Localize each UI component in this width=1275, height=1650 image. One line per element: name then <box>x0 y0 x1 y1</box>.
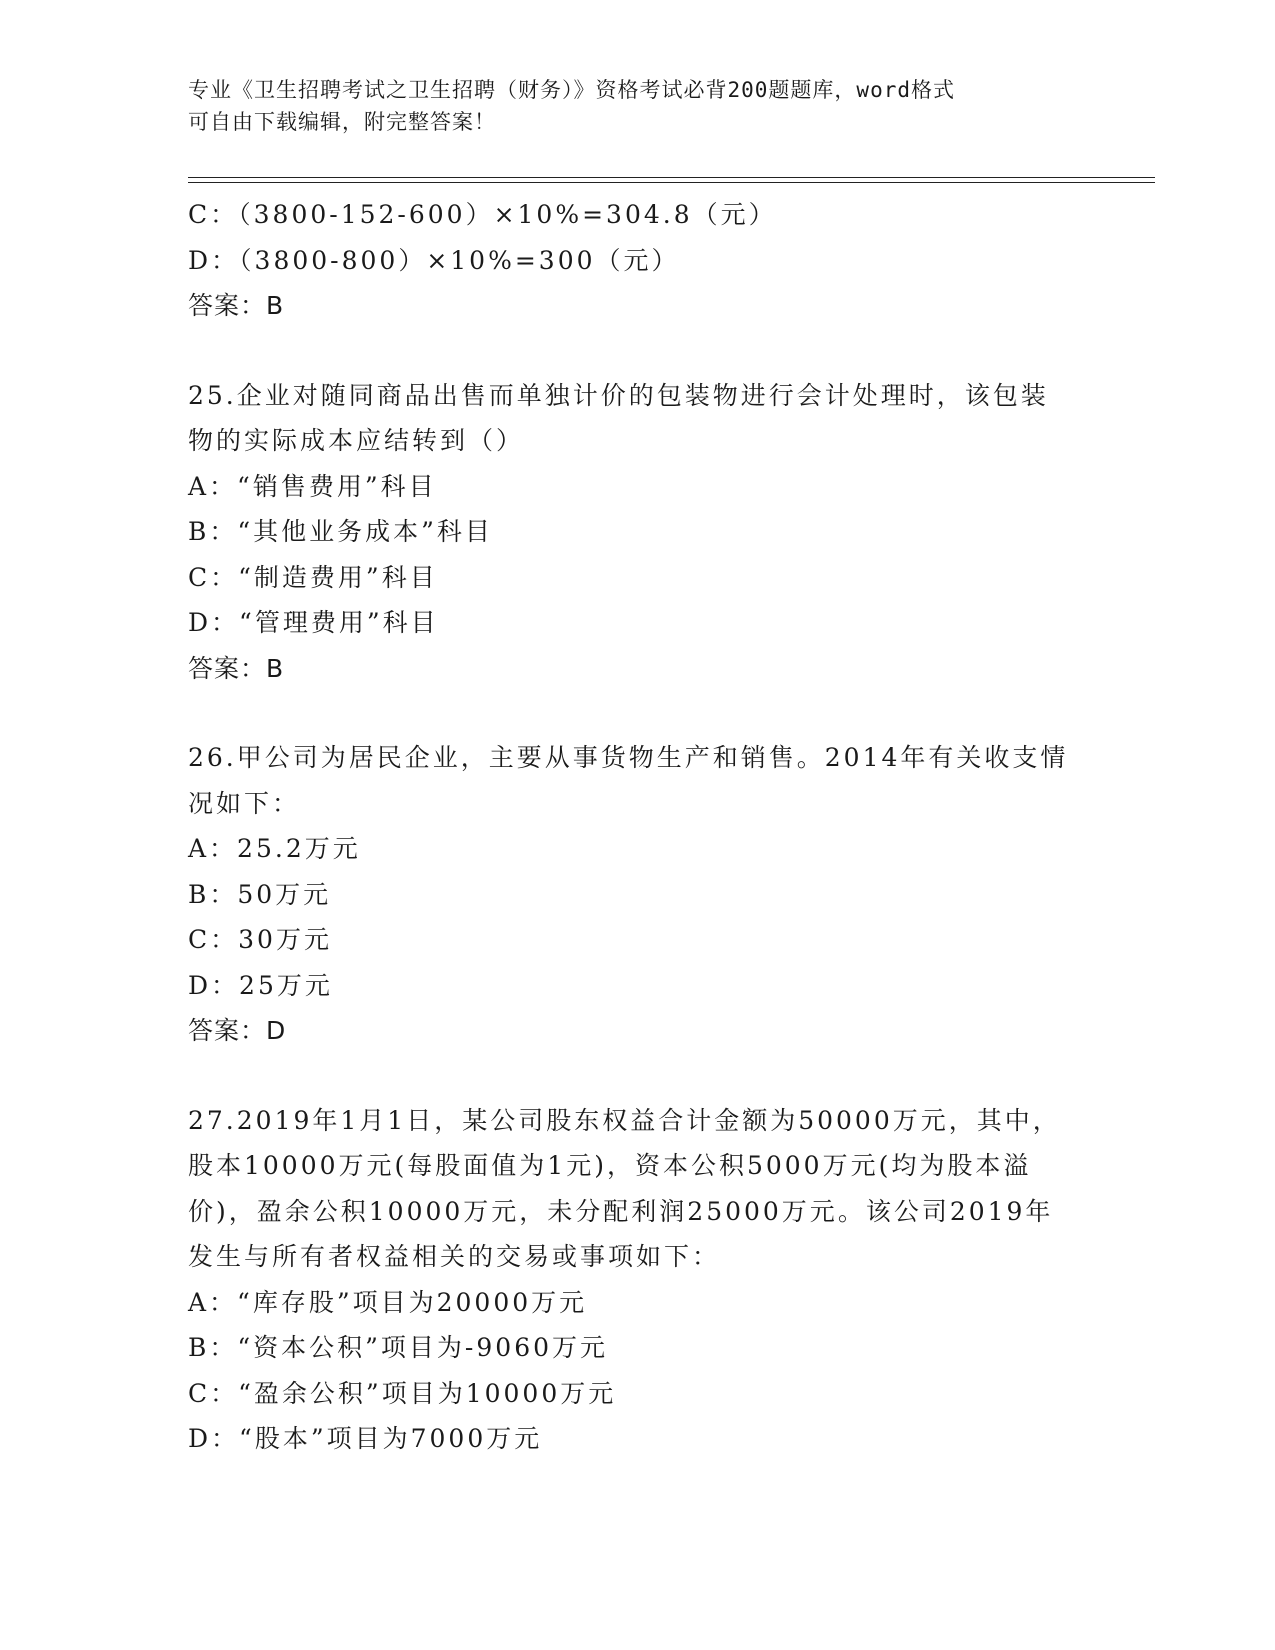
question-text-line: 股本10000万元(每股面值为1元)，资本公积5000万元(均为股本溢 <box>188 1151 1032 1180</box>
answer-line: 答案：D <box>188 1016 287 1045</box>
option-c: C：30万元 <box>188 925 332 954</box>
document-header <box>188 74 1088 138</box>
option-d: D：“管理费用”科目 <box>188 608 439 637</box>
option-c: C：“盈余公积”项目为10000万元 <box>188 1378 617 1408</box>
question-text-line: 27.2019年1月1日，某公司股东权益合计金额为50000万元，其中， <box>188 1105 1061 1135</box>
question-25 <box>188 373 1088 692</box>
header-divider-bottom <box>188 182 1155 183</box>
option-c: C：（3800-152-600）×10%=304.8（元） <box>188 200 777 229</box>
question-text-line: 25.企业对随同商品出售而单独计价的包装物进行会计处理时，该包装 <box>188 380 1049 410</box>
question-26 <box>188 735 1088 1054</box>
option-c: C：“制造费用”科目 <box>188 562 438 592</box>
option-b: B：“其他业务成本”科目 <box>188 517 493 546</box>
answer-line: 答案：B <box>188 291 285 320</box>
option-d: D：25万元 <box>188 970 333 1000</box>
question-27 <box>188 1098 1088 1462</box>
option-a: A：25.2万元 <box>188 834 361 863</box>
option-b: B：“资本公积”项目为-9060万元 <box>188 1333 609 1362</box>
header-divider-top <box>188 177 1155 178</box>
prev-question-block <box>188 192 1088 329</box>
question-text-line: 物的实际成本应结转到（） <box>188 426 525 455</box>
question-text-line: 价)，盈余公积10000万元，未分配利润25000万元。该公司2019年 <box>188 1196 1054 1226</box>
option-d: D：（3800-800）×10%=300（元） <box>188 245 680 275</box>
question-list <box>188 192 1088 1462</box>
header-title-line-2: 可自由下载编辑，附完整答案！ <box>188 110 496 134</box>
option-a: A：“销售费用”科目 <box>188 471 437 501</box>
header-title-line-1: 专业《卫生招聘考试之卫生招聘（财务）》资格考试必背200题题库，word格式 <box>188 78 955 102</box>
question-text-line: 发生与所有者权益相关的交易或事项如下： <box>188 1242 721 1271</box>
question-text-line: 况如下： <box>188 788 301 818</box>
option-b: B：50万元 <box>188 879 332 909</box>
option-a: A：“库存股”项目为20000万元 <box>188 1287 588 1317</box>
question-text-line: 26.甲公司为居民企业，主要从事货物生产和销售。2014年有关收支情 <box>188 743 1069 772</box>
option-d: D：“股本”项目为7000万元 <box>188 1424 543 1453</box>
answer-line: 答案：B <box>188 653 285 683</box>
